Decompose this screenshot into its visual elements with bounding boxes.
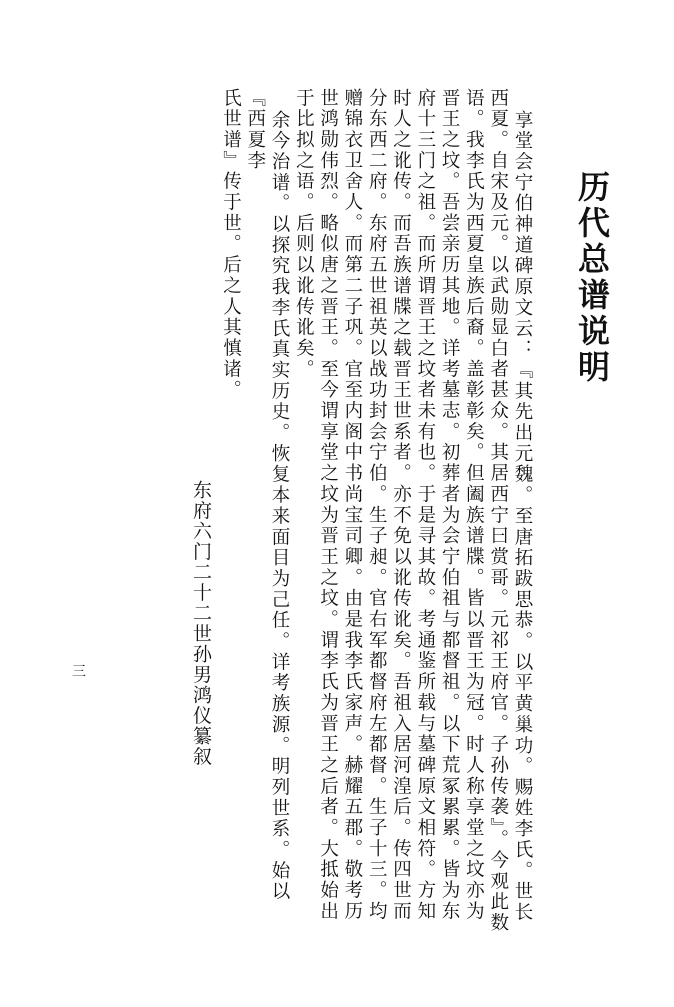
paragraph-purpose: 余今治谱。以探究我李氏真实历史。恢复本来面目为己任。详考族源。明列世系。始以『西夏李: [244, 88, 291, 903]
paragraph-closing: 氏世谱』传于世。后之人其慎诸。: [220, 88, 242, 401]
author-signature: 东府六门二十二世孙男鸿仪纂叙: [190, 480, 212, 767]
body-text: [220, 88, 534, 938]
paragraph-origin: 享堂会宁伯神道碑原文云：『其先出元魏。至唐拓跋思恭。以平黄巢功。赐姓李氏。世长西夏。自宋及元。以武勋显白者甚众。其居西宁曰赏哥。元祁王府官。子孙传袭』。今观此数语。我李氏为西夏皇族后裔。盖彰彰矣。但阖族谱牒。皆以晋王为冠。时人称享堂之坟亦为晋王之坟。吾尝亲历其地。详考墓志。初葬者为会宁伯祖与都督祖。以下荒冢累累。皆为东府十三门之祖。而所谓晋王之坟者未有也。于是寻其故。考通鉴所载与墓碑原文相符。方知时人之讹传。而吾族谱牒之载晋王世系者。亦不免以讹传讹矣。吾祖入居河湟后。传四世而分东西二府。东府五世祖英以战功封会宁伯。生子昶。官右军都督府左都督。生子十三。均赠锦衣卫舍人。而第二子巩。官至内阁中书尚宝司卿。由是我李氏家声。赫耀五郡。敬考历世鸿勋伟烈。略似唐之晋王。至今谓享堂之坟为晋王之坟。谓李氏为晋王之后者。大抵始出于比拟之语。后则以讹传讹矣。: [293, 88, 533, 934]
page-title: 历代总谱说明: [573, 170, 611, 386]
page-number: 三: [72, 664, 86, 680]
